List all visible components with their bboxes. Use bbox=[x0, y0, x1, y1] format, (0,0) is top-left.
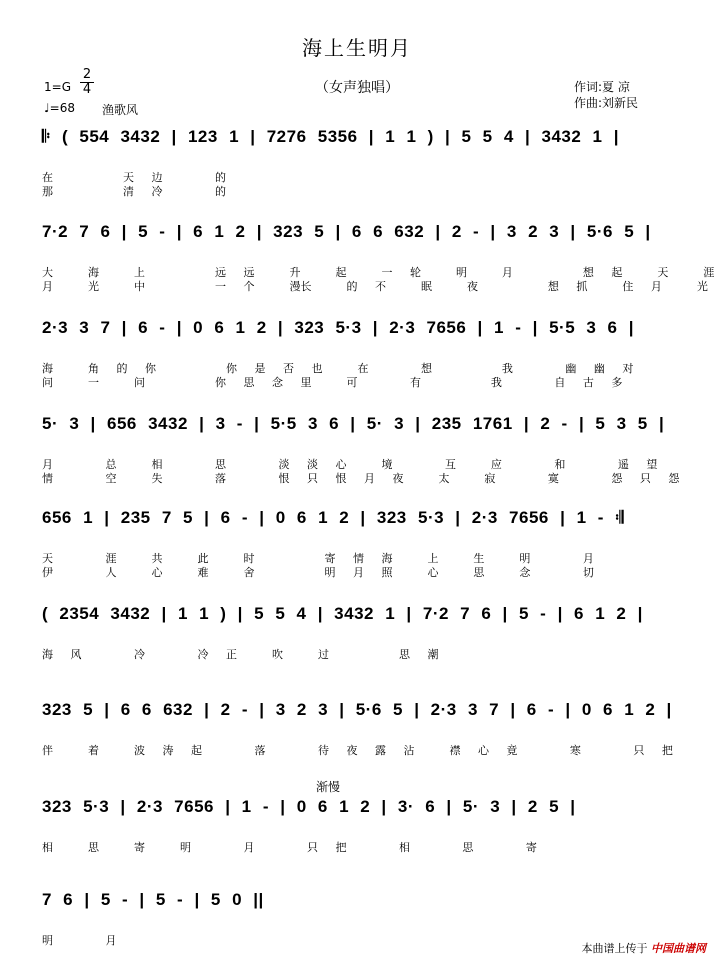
staff-row bbox=[0, 318, 714, 389]
lyrics-verse-1: 海 风 冷 冷 正 吹 过 思 潮 bbox=[42, 648, 439, 661]
tempo-mark: ♩=68 bbox=[44, 101, 75, 115]
lyrics-verse-1: 大 海 上 远 远 升 起 一 轮 明 月 想 起 天 涯 bbox=[42, 266, 714, 279]
notes-line: 7·2 7 6 | 5 - | 6 1 2 | 323 5 | 6 6 632 | 2 - | 3 2 3 | 5·6 5 | bbox=[42, 222, 651, 241]
footer-text: 本曲谱上传于 bbox=[581, 942, 648, 955]
lyrics-verse-2: 伊 人 心 难 舍 明 月 照 心 思 念 切 bbox=[42, 566, 594, 579]
lyrics-verse-2: 问 一 问 你 思 念 里 可 有 我 自 古 多 bbox=[42, 376, 623, 389]
song-title: 海上生明月 bbox=[302, 36, 412, 60]
staff-row bbox=[0, 700, 714, 757]
tempo-change-mark: 渐慢 bbox=[316, 780, 341, 794]
staff-row bbox=[0, 797, 714, 854]
staff-row bbox=[0, 222, 714, 293]
notes-line: 656 1 | 235 7 5 | 6 - | 0 6 1 2 | 323 5·3 | 2·3 7656 | 1 - 𝄇 bbox=[42, 508, 624, 527]
lyrics-verse-1: 月 总 相 思 淡 淡 心 境 互 应 和 遥 望 bbox=[42, 458, 658, 471]
staff-row bbox=[0, 127, 714, 198]
lyrics-verse-1: 明 月 bbox=[42, 934, 117, 947]
notes-line: 2·3 3 7 | 6 - | 0 6 1 2 | 323 5·3 | 2·3 7656 | 1 - | 5·5 3 6 | bbox=[42, 318, 634, 337]
time-signature bbox=[80, 68, 94, 97]
staff-row bbox=[0, 890, 714, 947]
lyrics-verse-1: 相 思 寄 明 月 只 把 相 思 寄 bbox=[42, 841, 537, 854]
staff-row bbox=[0, 414, 714, 485]
composer-credit: 作曲:刘新民 bbox=[574, 96, 639, 110]
notes-line: 5· 3 | 656 3432 | 3 - | 5·5 3 6 | 5· 3 | 235 1761 | 2 - | 5 3 5 | bbox=[42, 414, 665, 433]
lyrics-verse-1: 海 角 的 你 你 是 否 也 在 想 我 幽 幽 对 bbox=[42, 362, 634, 375]
song-subtitle: （女声独唱） bbox=[315, 80, 399, 96]
lyrics-verse-1: 在 天 边 的 bbox=[42, 171, 226, 184]
key-signature: 1=G bbox=[44, 80, 71, 94]
footer bbox=[582, 940, 707, 956]
notes-line: 323 5·3 | 2·3 7656 | 1 - | 0 6 1 2 | 3· 6 | 5· 3 | 2 5 | bbox=[42, 797, 576, 816]
meter-top: 2 bbox=[82, 67, 92, 82]
lyricist-credit: 作词:夏 凉 bbox=[574, 80, 630, 94]
lyrics-verse-1: 伴 着 波 涛 起 落 待 夜 露 沾 襟 心 竟 寒 只 把 bbox=[42, 744, 673, 757]
notes-line: 323 5 | 6 6 632 | 2 - | 3 2 3 | 5·6 5 | 2·3 3 7 | 6 - | 0 6 1 2 | bbox=[42, 700, 672, 719]
lyrics-verse-2: 情 空 失 落 恨 只 恨 月 夜 太 寂 寞 怨 只 怨 bbox=[42, 472, 680, 485]
staff-row bbox=[0, 508, 714, 579]
notes-line: ( 2354 3432 | 1 1 ) | 5 5 4 | 3432 1 | 7·2 7 6 | 5 - | 6 1 2 | bbox=[42, 604, 643, 623]
lyrics-verse-2: 月 光 中 一 个 漫长 的 不 眠 夜 想 抓 住 月 光 bbox=[42, 280, 708, 293]
notes-line: 7 6 | 5 - | 5 - | 5 0 || bbox=[42, 890, 264, 909]
lyrics-verse-2: 那 清 冷 的 bbox=[42, 185, 226, 198]
lyrics-verse-1: 天 涯 共 此 时 寄 情 海 上 生 明 月 bbox=[42, 552, 594, 565]
staff-row bbox=[0, 604, 714, 661]
meter-bottom: 4 bbox=[80, 82, 94, 97]
notes-line: 𝄆 ( 554 3432 | 123 1 | 7276 5356 | 1 1 ) | 5 5 4 | 3432 1 | bbox=[42, 127, 619, 146]
style-mark: 渔歌风 bbox=[102, 103, 139, 117]
site-logo: 中国曲谱网 bbox=[651, 942, 706, 955]
